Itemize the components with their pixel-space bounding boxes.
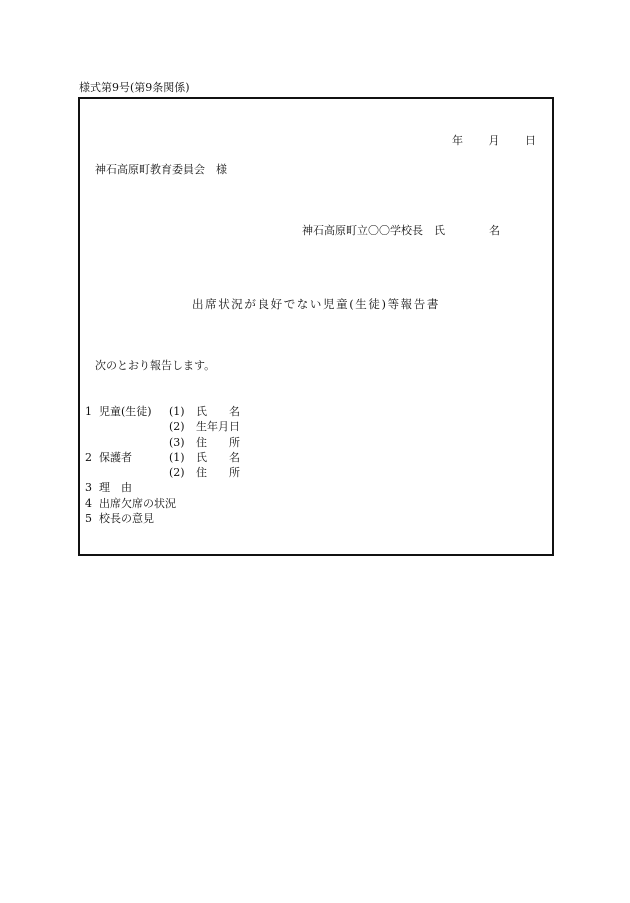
list-item — [80, 419, 540, 434]
sub-item-label: 氏 名 — [196, 405, 240, 418]
date-line — [452, 132, 536, 148]
sub-item-label: 住 所 — [196, 466, 240, 480]
sub-item-number: (1) — [169, 450, 185, 464]
date-year-label: 年 — [452, 134, 463, 147]
date-day-label: 日 — [525, 134, 536, 147]
intro-text: 次のとおり報告します。 — [95, 359, 216, 372]
date-month-label: 月 — [488, 134, 500, 147]
list-item — [80, 435, 540, 450]
report-items-list — [80, 404, 540, 526]
sub-item-label: 生年月日 — [196, 420, 240, 434]
list-item — [80, 450, 540, 465]
item-number: 3 — [85, 481, 92, 495]
item-label: 理 由 — [99, 481, 132, 495]
item-label: 出席欠席の状況 — [99, 496, 176, 510]
sub-item-label: 氏 名 — [196, 450, 240, 464]
item-number: 5 — [85, 512, 92, 526]
form-number-label: 様式第9号(第9条関係) — [79, 81, 190, 94]
list-item — [80, 465, 540, 480]
item-number: 1 — [85, 405, 92, 418]
addressee: 神石高原町教育委員会 様 — [95, 163, 227, 176]
principal-name-line: 神石高原町立〇〇学校長 氏 名 — [302, 224, 500, 237]
item-label: 児童(生徒) — [99, 405, 152, 418]
item-label: 校長の意見 — [99, 512, 154, 526]
report-form-frame — [78, 97, 554, 556]
item-label: 保護者 — [99, 450, 132, 464]
sub-item-number: (2) — [169, 466, 185, 480]
sub-item-number: (1) — [169, 405, 185, 418]
item-number: 4 — [85, 496, 92, 510]
sub-item-number: (3) — [169, 435, 185, 449]
sub-item-label: 住 所 — [196, 435, 240, 449]
item-number: 2 — [85, 450, 92, 464]
list-item — [80, 511, 540, 526]
list-item — [80, 404, 540, 419]
list-item — [80, 480, 540, 495]
document-title: 出席状況が良好でない児童(生徒)等報告書 — [192, 297, 440, 311]
list-item — [80, 496, 540, 511]
sub-item-number: (2) — [169, 420, 185, 434]
